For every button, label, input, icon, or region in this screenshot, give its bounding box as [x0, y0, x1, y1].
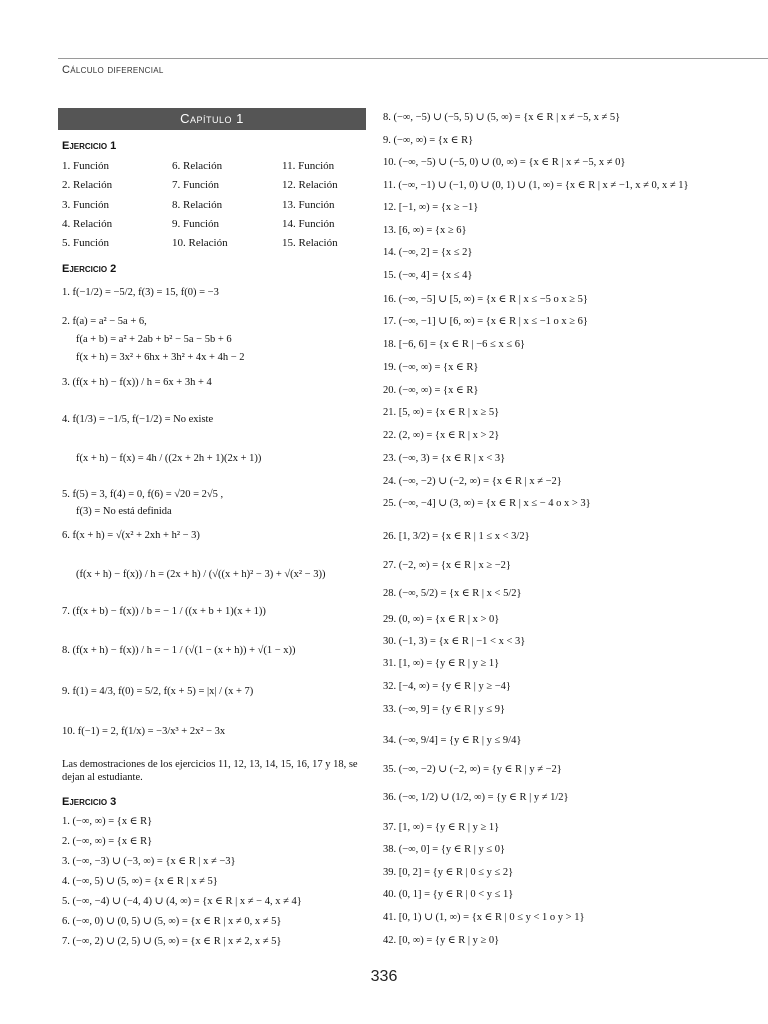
list-item: 14. (−∞, 2] = {x ≤ 2}	[383, 247, 473, 258]
list-item: 27. (−2, ∞) = {x ∈ R | x ≥ −2}	[383, 560, 511, 571]
list-item: 18. [−6, 6] = {x ∈ R | −6 ≤ x ≤ 6}	[383, 339, 525, 350]
table-row	[62, 237, 362, 256]
ejercicio1-table	[62, 160, 362, 256]
answer-line: 6. f(x + h) = √(x² + 2xh + h² − 3)	[62, 530, 200, 541]
answer-line: f(a + b) = a² + 2ab + b² − 5a − 5b + 6	[76, 334, 232, 345]
answer-cell: 13. Función	[282, 198, 335, 211]
ejercicio2-title: Ejercicio 2	[62, 263, 117, 275]
answer-cell: 10. Relación	[172, 237, 228, 250]
answer-cell: 1. Función	[62, 160, 110, 172]
answer-line: 7. (f(x + b) − f(x)) / b = − 1 / ((x + b + 1)(x + 1))	[62, 606, 266, 617]
answer-line: f(x + h) − f(x) = 4h / ((2x + 2h + 1)(2x + 1))	[76, 453, 262, 464]
answer-line: 8. (f(x + h) − f(x)) / h = − 1 / (√(1 − (x + h)) + √(1 − x))	[62, 645, 296, 656]
chapter-title: Capítulo 1	[58, 108, 366, 130]
answer-cell: 7. Función	[172, 179, 220, 192]
list-item: 16. (−∞, −5] ∪ [5, ∞) = {x ∈ R | x ≤ −5 o x ≥ 5}	[383, 294, 588, 305]
list-item: 22. (2, ∞) = {x ∈ R | x > 2}	[383, 430, 500, 441]
list-item: 32. [−4, ∞) = {y ∈ R | y ≥ −4}	[383, 681, 511, 692]
answer-line: 3. (f(x + h) − f(x)) / h = 6x + 3h + 4	[62, 377, 212, 388]
answer-line: 9. f(1) = 4/3, f(0) = 5/2, f(x + 5) = |x| / (x + 7)	[62, 686, 254, 697]
answer-cell: 14. Función	[282, 217, 335, 230]
list-item: 28. (−∞, 5/2) = {x ∈ R | x < 5/2}	[383, 588, 522, 599]
list-item: 31. [1, ∞) = {y ∈ R | y ≥ 1}	[383, 658, 500, 669]
header-rule	[58, 58, 768, 59]
list-item: 6. (−∞, 0) ∪ (0, 5) ∪ (5, ∞) = {x ∈ R | x ≠ 0, x ≠ 5}	[62, 916, 282, 927]
list-item: 23. (−∞, 3) = {x ∈ R | x < 3}	[383, 453, 506, 464]
list-item: 21. [5, ∞) = {x ∈ R | x ≥ 5}	[383, 407, 500, 418]
table-row	[62, 199, 362, 218]
list-item: 30. (−1, 3) = {x ∈ R | −1 < x < 3}	[383, 636, 526, 647]
list-item: 29. (0, ∞) = {x ∈ R | x > 0}	[383, 614, 500, 625]
list-item: 36. (−∞, 1/2) ∪ (1/2, ∞) = {y ∈ R | y ≠ 1/2}	[383, 792, 569, 803]
list-item: 11. (−∞, −1) ∪ (−1, 0) ∪ (0, 1) ∪ (1, ∞) = {x ∈ R | x ≠ −1, x ≠ 0, x ≠ 1}	[383, 180, 689, 191]
list-item: 7. (−∞, 2) ∪ (2, 5) ∪ (5, ∞) = {x ∈ R | x ≠ 2, x ≠ 5}	[62, 936, 282, 947]
running-title: Cálculo diferencial	[62, 64, 164, 76]
list-item: 37. [1, ∞) = {y ∈ R | y ≥ 1}	[383, 822, 500, 833]
answer-cell: 15. Relación	[282, 237, 338, 250]
answer-line: f(3) = No está definida	[76, 506, 172, 517]
answer-cell: 9. Función	[172, 217, 220, 230]
answer-line: 10. f(−1) = 2, f(1/x) = −3/x³ + 2x² − 3x	[62, 726, 226, 737]
list-item: 33. (−∞, 9] = {y ∈ R | y ≤ 9}	[383, 704, 506, 715]
answer-cell: 11. Función	[282, 160, 335, 172]
answer-line: f(x + h) = 3x² + 6hx + 3h² + 4x + 4h − 2	[76, 352, 245, 363]
table-row	[62, 179, 362, 198]
list-item: 25. (−∞, −4] ∪ (3, ∞) = {x ∈ R | x ≤ − 4 o x > 3}	[383, 498, 591, 509]
table-row	[62, 218, 362, 237]
answer-line: 1. f(−1/2) = −5/2, f(3) = 15, f(0) = −3	[62, 287, 219, 298]
answer-cell: 2. Relación	[62, 179, 113, 192]
list-item: 40. (0, 1] = {y ∈ R | 0 < y ≤ 1}	[383, 889, 514, 900]
list-item: 42. [0, ∞) = {y ∈ R | y ≥ 0}	[383, 935, 500, 946]
list-item: 17. (−∞, −1] ∪ [6, ∞) = {x ∈ R | x ≤ −1 o x ≥ 6}	[383, 316, 588, 327]
list-item: 38. (−∞, 0] = {y ∈ R | y ≤ 0}	[383, 844, 506, 855]
answer-cell: 6. Relación	[172, 160, 223, 172]
list-item: 12. [−1, ∞) = {x ≥ −1}	[383, 202, 479, 213]
list-item: 20. (−∞, ∞) = {x ∈ R}	[383, 385, 479, 396]
list-item: 39. [0, 2] = {y ∈ R | 0 ≤ y ≤ 2}	[383, 867, 514, 878]
answer-line: 5. f(5) = 3, f(4) = 0, f(6) = √20 = 2√5 ,	[62, 489, 224, 500]
answer-cell: 5. Función	[62, 237, 110, 250]
table-row	[62, 160, 362, 179]
list-item: 4. (−∞, 5) ∪ (5, ∞) = {x ∈ R | x ≠ 5}	[62, 876, 218, 887]
exercise-note: Las demostraciones de los ejercicios 11, 12, 13, 14, 15, 16, 17 y 18, se dejan al estudiante.	[62, 759, 358, 783]
answer-line: (f(x + h) − f(x)) / h = (2x + h) / (√((x + h)² − 3) + √(x² − 3))	[76, 569, 326, 580]
list-item: 15. (−∞, 4] = {x ≤ 4}	[383, 270, 473, 281]
ejercicio1-title: Ejercicio 1	[62, 140, 117, 152]
list-item: 13. [6, ∞) = {x ≥ 6}	[383, 225, 467, 236]
ejercicio3-title: Ejercicio 3	[62, 796, 117, 808]
list-item: 3. (−∞, −3) ∪ (−3, ∞) = {x ∈ R | x ≠ −3}	[62, 856, 236, 867]
list-item: 8. (−∞, −5) ∪ (−5, 5) ∪ (5, ∞) = {x ∈ R | x ≠ −5, x ≠ 5}	[383, 112, 621, 123]
list-item: 5. (−∞, −4) ∪ (−4, 4) ∪ (4, ∞) = {x ∈ R | x ≠ − 4, x ≠ 4}	[62, 896, 302, 907]
answer-cell: 3. Función	[62, 198, 110, 211]
list-item: 34. (−∞, 9/4] = {y ∈ R | y ≤ 9/4}	[383, 735, 522, 746]
list-item: 1. (−∞, ∞) = {x ∈ R}	[62, 816, 153, 827]
list-item: 26. [1, 3/2) = {x ∈ R | 1 ≤ x < 3/2}	[383, 531, 530, 542]
answer-cell: 12. Relación	[282, 179, 338, 192]
list-item: 9. (−∞, ∞) = {x ∈ R}	[383, 135, 474, 146]
list-item: 24. (−∞, −2) ∪ (−2, ∞) = {x ∈ R | x ≠ −2}	[383, 476, 562, 487]
answer-cell: 8. Relación	[172, 198, 223, 211]
list-item: 41. [0, 1) ∪ (1, ∞) = {x ∈ R | 0 ≤ y < 1 o y > 1}	[383, 912, 585, 923]
answer-cell: 4. Relación	[62, 217, 113, 230]
list-item: 19. (−∞, ∞) = {x ∈ R}	[383, 362, 479, 373]
page-number: 336	[370, 968, 398, 985]
answer-line: 4. f(1/3) = −1/5, f(−1/2) = No existe	[62, 414, 214, 425]
list-item: 35. (−∞, −2) ∪ (−2, ∞) = {y ∈ R | y ≠ −2}	[383, 764, 562, 775]
list-item: 10. (−∞, −5) ∪ (−5, 0) ∪ (0, ∞) = {x ∈ R | x ≠ −5, x ≠ 0}	[383, 157, 626, 168]
list-item: 2. (−∞, ∞) = {x ∈ R}	[62, 836, 153, 847]
answer-line: 2. f(a) = a² − 5a + 6,	[62, 316, 147, 327]
